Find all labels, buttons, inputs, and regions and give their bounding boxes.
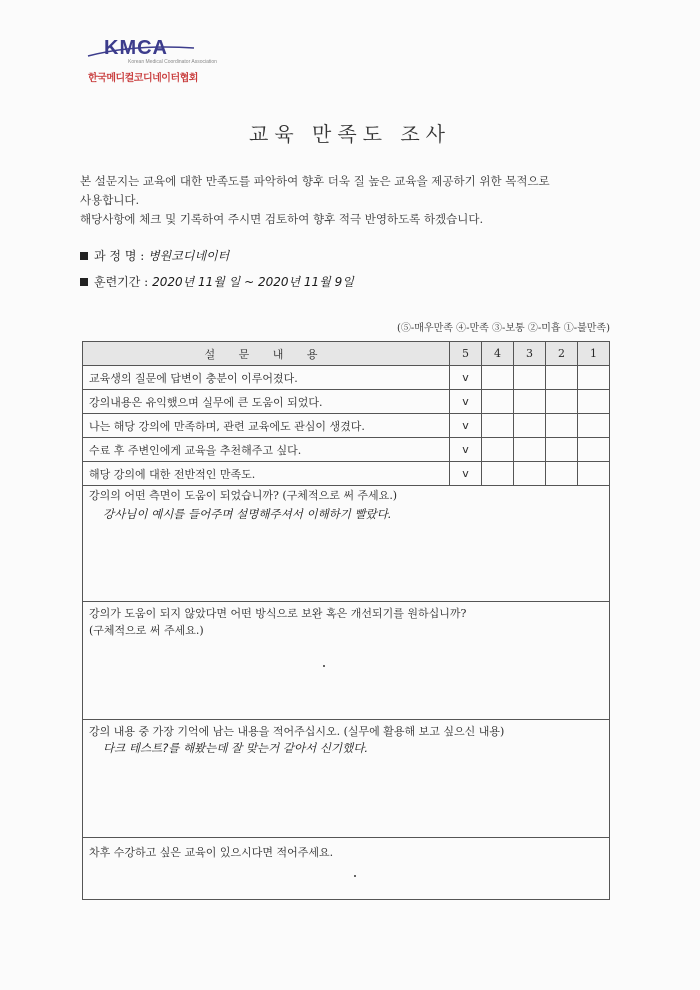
intro-text [80, 172, 620, 229]
question-text: 교육생의 질문에 답변이 충분이 이루어졌다. [83, 366, 450, 390]
rating-cell-5[interactable] [450, 366, 482, 390]
rating-cell-2[interactable] [546, 462, 578, 486]
check-mark-icon: v [462, 467, 469, 480]
check-mark-icon: v [462, 419, 469, 432]
table-row [83, 366, 610, 390]
bullet-square-icon [80, 252, 88, 260]
rating-cell-2[interactable] [546, 366, 578, 390]
document-title: 교육 만족도 조사 [249, 122, 451, 146]
rating-table [82, 341, 610, 486]
scale-header: 2 [546, 342, 578, 366]
period-value: 2020년 11월 일 ~ 2020년 11월 9일 [152, 275, 354, 289]
rating-cell-1[interactable] [578, 414, 610, 438]
rating-cell-4[interactable] [482, 366, 514, 390]
table-row [83, 438, 610, 462]
open-question-future-course [82, 837, 610, 900]
question-prompt-line: (구체적으로 써 주세요.) [89, 624, 204, 637]
rating-cell-1[interactable] [578, 438, 610, 462]
question-prompt: 강의 내용 중 가장 기억에 남는 내용을 적어주십시오. (실무에 활용해 보고 싶으신 내용) [89, 725, 505, 738]
table-row [83, 414, 610, 438]
ink-dot [354, 875, 356, 877]
intro-line: 본 설문지는 교육에 대한 만족도를 파악하여 향후 더욱 질 높은 교육을 제공하기 위한 목적으로 [80, 174, 550, 188]
period-label: 훈련기간 : [94, 275, 149, 289]
rating-legend: (⑤-매우만족 ④-만족 ③-보통 ②-미흡 ①-불만족) [397, 323, 610, 334]
question-column-header: 설 문 내 용 [83, 342, 450, 366]
scale-header: 1 [578, 342, 610, 366]
question-prompt-line: 강의가 도움이 되지 않았다면 어떤 방식으로 보완 혹은 개선되기를 원하십니까? [89, 607, 467, 620]
question-prompt: 강의의 어떤 측면이 도움이 되었습니까? (구체적으로 써 주세요.) [89, 489, 398, 502]
open-question-memorable [82, 719, 610, 838]
rating-cell-3[interactable] [514, 438, 546, 462]
rating-cell-2[interactable] [546, 390, 578, 414]
bullet-square-icon [80, 278, 88, 286]
course-label: 과 정 명 : [94, 249, 145, 263]
question-text: 해당 강의에 대한 전반적인 만족도. [83, 462, 450, 486]
training-period-field [80, 273, 354, 290]
logo-subtitle: Korean Medical Coordinator Association [128, 59, 217, 65]
open-question-helpful [82, 483, 610, 602]
course-name-field [80, 247, 229, 264]
table-row [83, 462, 610, 486]
check-mark-icon: v [462, 443, 469, 456]
question-prompt [89, 605, 604, 639]
table-row [83, 390, 610, 414]
rating-cell-5[interactable] [450, 414, 482, 438]
ink-dot [323, 665, 325, 667]
kmca-logo [84, 34, 217, 84]
intro-line: 사용합니다. [80, 193, 140, 207]
rating-cell-3[interactable] [514, 414, 546, 438]
rating-cell-3[interactable] [514, 462, 546, 486]
rating-cell-4[interactable] [482, 390, 514, 414]
rating-cell-2[interactable] [546, 414, 578, 438]
rating-cell-1[interactable] [578, 390, 610, 414]
question-prompt: 차후 수강하고 싶은 교육이 있으시다면 적어주세요. [89, 846, 334, 859]
rating-cell-4[interactable] [482, 438, 514, 462]
rating-cell-4[interactable] [482, 414, 514, 438]
rating-cell-5[interactable] [450, 390, 482, 414]
rating-cell-3[interactable] [514, 366, 546, 390]
question-text: 강의내용은 유익했으며 실무에 큰 도움이 되었다. [83, 390, 450, 414]
rating-cell-1[interactable] [578, 366, 610, 390]
scale-header: 3 [514, 342, 546, 366]
logo-wordmark: KMCA [104, 37, 168, 59]
scale-header: 5 [450, 342, 482, 366]
answer-text[interactable]: 강사님이 예시를 들어주며 설명해주셔서 이해하기 빨랐다. [103, 507, 392, 521]
open-question-improvement [82, 601, 610, 720]
course-value: 병원코디네이터 [148, 249, 230, 263]
rating-cell-1[interactable] [578, 462, 610, 486]
question-text: 수료 후 주변인에게 교육을 추천해주고 싶다. [83, 438, 450, 462]
organization-name: 한국메디컬코디네이터협회 [88, 73, 198, 84]
rating-cell-5[interactable] [450, 462, 482, 486]
rating-cell-3[interactable] [514, 390, 546, 414]
scale-header: 4 [482, 342, 514, 366]
rating-cell-4[interactable] [482, 462, 514, 486]
rating-cell-5[interactable] [450, 438, 482, 462]
rating-cell-2[interactable] [546, 438, 578, 462]
answer-text[interactable]: 다크 테스트?를 해봤는데 잘 맞는거 같아서 신기했다. [103, 741, 368, 755]
check-mark-icon: v [462, 371, 469, 384]
table-header-row [83, 342, 610, 366]
check-mark-icon: v [462, 395, 469, 408]
question-text: 나는 해당 강의에 만족하며, 관련 교육에도 관심이 생겼다. [83, 414, 450, 438]
intro-line: 해당사항에 체크 및 기록하여 주시면 검토하여 향후 적극 반영하도록 하겠습니다. [80, 212, 484, 226]
